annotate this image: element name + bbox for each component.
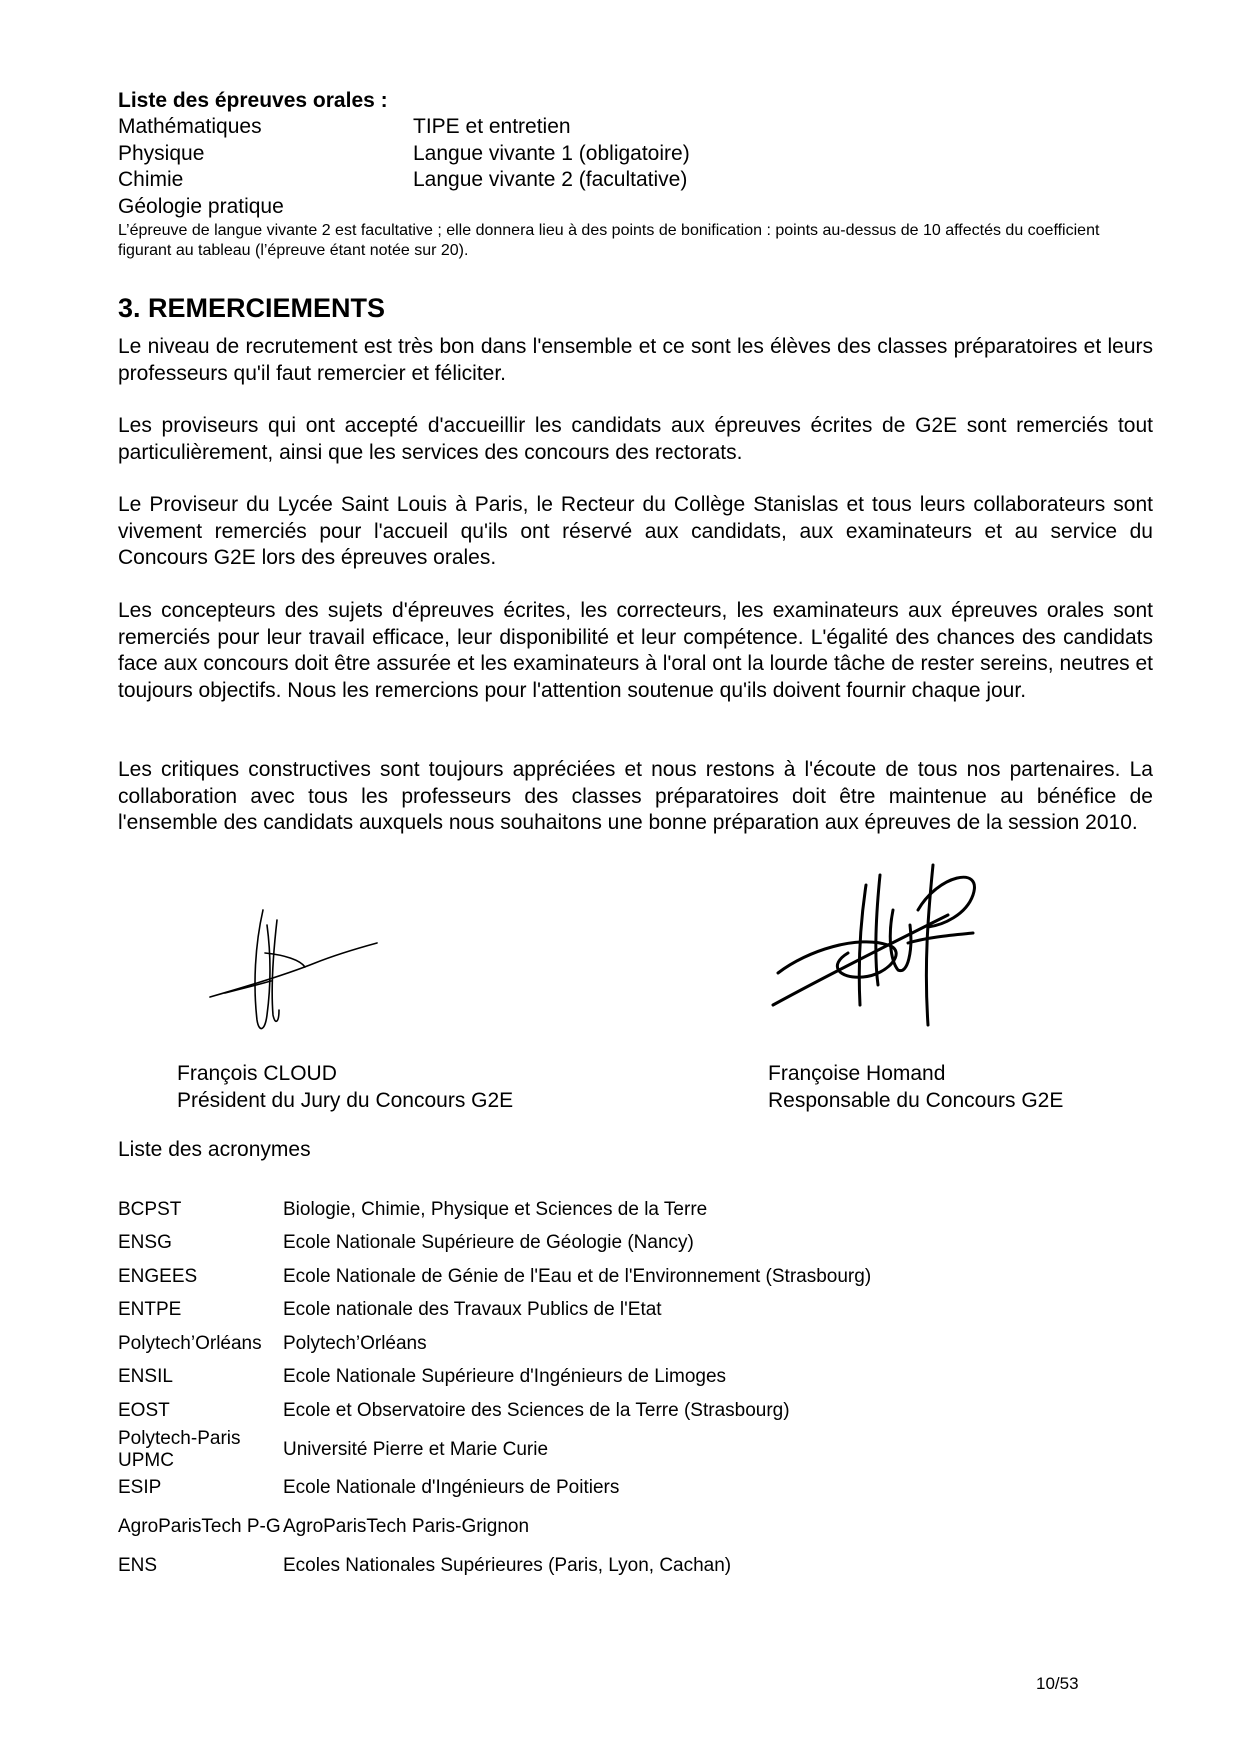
- acronym-definition: Ecole nationale des Travaux Publics de l'Etat: [283, 1299, 662, 1321]
- signer-right: [768, 1060, 1063, 1114]
- paragraph: Les critiques constructives sont toujours appréciées et nous restons à l'écoute de tous nos partenaires. La collaboration avec tous les professeurs des classes préparatoires doit être maintenue au bénéfice de l'ensemble des candidats auxquels nous souhaitons une bonne préparation aux épreuves de la session 2010.: [118, 758, 1153, 834]
- acronym: Polytech-Paris UPMC: [118, 1427, 241, 1471]
- table-row: [118, 1327, 871, 1361]
- acronym: ENGEES: [118, 1265, 198, 1287]
- table-row: [118, 1227, 871, 1261]
- acronym-definition: Université Pierre et Marie Curie: [283, 1438, 549, 1460]
- signer-name: Françoise Homand: [768, 1062, 946, 1085]
- oral-exam: Langue vivante 2 (facultative): [413, 168, 688, 191]
- table-row: [118, 1472, 871, 1506]
- oral-exams-grid: [118, 114, 1153, 220]
- acronyms-table: [118, 1193, 871, 1583]
- acronym-definition: AgroParisTech Paris-Grignon: [283, 1516, 530, 1537]
- acronym-definition: Biologie, Chimie, Physique et Sciences de la Terre: [283, 1198, 708, 1220]
- paragraph: Le niveau de recrutement est très bon dans l'ensemble et ce sont les élèves des classes préparatoires et leurs professeurs qu'il faut remercier et féliciter.: [118, 335, 1153, 385]
- signer-name: François CLOUD: [177, 1062, 337, 1085]
- paragraph: Le Proviseur du Lycée Saint Louis à Paris, le Recteur du Collège Stanislas et tous leurs collaborateurs sont vivement remerciés pour l'accueil qu'ils ont réservé aux candidats, aux examinateurs et au service du Concours G2E lors des épreuves orales.: [118, 493, 1153, 569]
- signature-left: [205, 905, 385, 1035]
- acronym: ENS: [118, 1554, 158, 1576]
- acronym-definition: Ecoles Nationales Supérieures (Paris, Lyon, Cachan): [283, 1554, 732, 1576]
- acronym-definition: Ecole et Observatoire des Sciences de la Terre (Strasbourg): [283, 1399, 790, 1421]
- table-row: [118, 1193, 871, 1227]
- paragraph: Les concepteurs des sujets d'épreuves écrites, les correcteurs, les examinateurs aux épreuves orales sont remerciés pour leur travail efficace, leur disponibilité et leur compétence. L'égalité des chances des candidats face aux concours doit être assurée et les examinateurs à l'oral ont la lourde tâche de rester sereins, neutres et toujours objectifs. Nous les remercions pour l'attention soutenue qu'ils doivent fournir chaque jour.: [118, 599, 1153, 702]
- acronym-definition: Ecole Nationale d'Ingénieurs de Poitiers: [283, 1477, 620, 1499]
- acronym-definition: Ecole Nationale Supérieure d'Ingénieurs de Limoges: [283, 1366, 727, 1388]
- oral-exam: Langue vivante 1 (obligatoire): [413, 141, 690, 165]
- section-title: 3. REMERCIEMENTS: [118, 293, 386, 323]
- acronym: ESIP: [118, 1477, 162, 1499]
- acronym: Polytech’Orléans: [118, 1332, 262, 1354]
- oral-exam: Chimie: [118, 168, 184, 191]
- signature-right: [768, 855, 998, 1035]
- acronym: AgroParisTech P-G: [118, 1516, 281, 1537]
- table-row: [118, 1294, 871, 1328]
- acronym: ENTPE: [118, 1299, 182, 1321]
- table-row: [118, 1549, 871, 1583]
- acronym-definition: Polytech’Orléans: [283, 1332, 427, 1354]
- acronym: ENSG: [118, 1232, 172, 1254]
- oral-exam: Physique: [118, 141, 205, 165]
- language-note: L’épreuve de langue vivante 2 est facultative ; elle donnera lieu à des points de bonification : points au-dessus de 10 affectés du coefficient figurant au tableau (l’épreuve étant notée sur 20).: [118, 222, 1100, 259]
- acronym: ENSIL: [118, 1366, 173, 1388]
- acronym: EOST: [118, 1399, 170, 1421]
- acronym: BCPST: [118, 1198, 182, 1220]
- acronyms-title: Liste des acronymes: [118, 1138, 311, 1161]
- table-row: [118, 1394, 871, 1428]
- signer-role: Responsable du Concours G2E: [768, 1089, 1064, 1112]
- oral-exam: Mathématiques: [118, 115, 262, 138]
- table-row: [118, 1428, 871, 1472]
- signer-left: [177, 1060, 513, 1114]
- paragraph: Les proviseurs qui ont accepté d'accueillir les candidats aux épreuves écrites de G2E sont remerciés tout particulièrement, ainsi que les services des concours des rectorats.: [118, 414, 1153, 464]
- page-number: 10/53: [1036, 1674, 1079, 1693]
- oral-exams-title: Liste des épreuves orales :: [118, 89, 388, 112]
- table-row: [118, 1505, 871, 1549]
- oral-exams-list: [118, 88, 1153, 261]
- acronym-definition: Ecole Nationale de Génie de l'Eau et de l'Environnement (Strasbourg): [283, 1265, 872, 1287]
- table-row: [118, 1361, 871, 1395]
- table-row: [118, 1260, 871, 1294]
- signer-role: Président du Jury du Concours G2E: [177, 1089, 514, 1112]
- oral-exam: [413, 194, 813, 221]
- acronym-definition: Ecole Nationale Supérieure de Géologie (Nancy): [283, 1232, 694, 1254]
- oral-exam: TIPE et entretien: [413, 115, 571, 138]
- oral-exam: Géologie pratique: [118, 194, 284, 218]
